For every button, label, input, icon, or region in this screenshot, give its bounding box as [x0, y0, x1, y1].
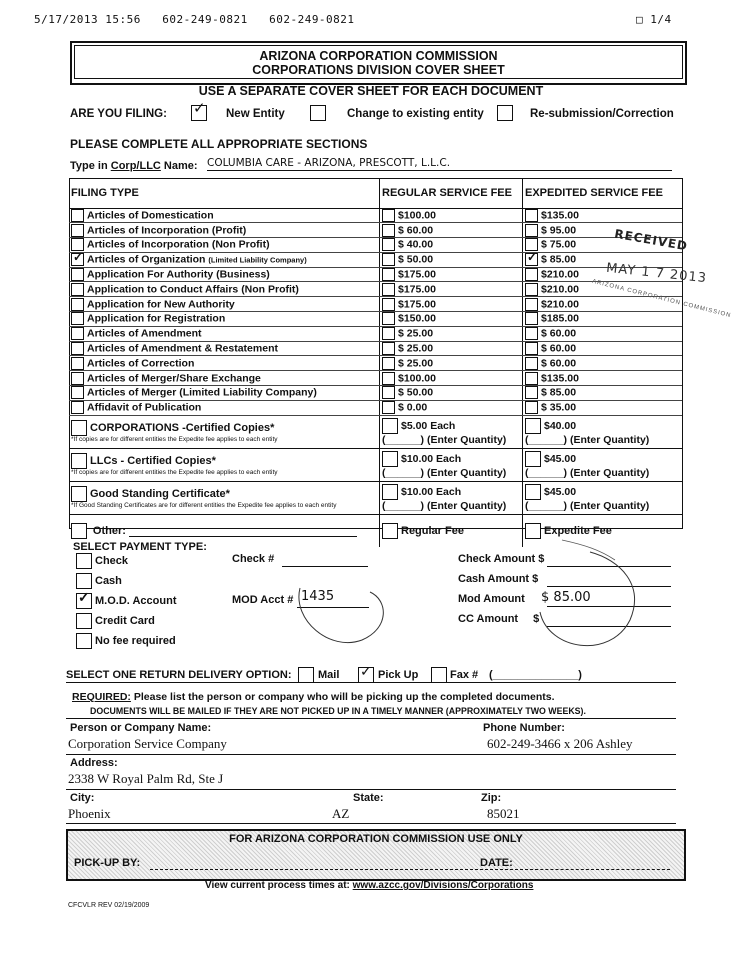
fee-expedited-amount: $ 60.00: [541, 342, 577, 355]
fee-type-label: Articles of Merger (Limited Liability Company): [87, 386, 317, 399]
cc-amount-text: CC Amount: [458, 613, 519, 625]
fax-phone-2: 602-249-0821: [269, 13, 355, 26]
required-body: Please list the person or company who will be picking up the completed documents.: [130, 691, 555, 703]
delivery-pickup-label: Pick Up: [378, 669, 419, 681]
contact-state-label: State:: [353, 792, 384, 804]
fee-expedited-amount: $ 95.00: [541, 223, 577, 236]
fee-type-label: Articles of Incorporation (Non Profit): [87, 238, 270, 251]
page-icon: □: [636, 13, 644, 26]
circle-mod-acct: [299, 588, 383, 643]
fee-expedited-amount: $210.00: [541, 283, 579, 296]
cc-amount-dollar: $: [533, 613, 540, 625]
fee-expedited-amount: $ 85.00: [541, 386, 577, 399]
contact-name-label: Person or Company Name:: [70, 722, 212, 734]
fee-type-checkbox[interactable]: ✓: [73, 250, 84, 265]
corp-name-suffix: Name:: [160, 160, 198, 172]
contact-address-value[interactable]: 2338 W Royal Palm Rd, Ste J: [68, 771, 224, 786]
copies-expedited-qty[interactable]: (______) (Enter Quantity): [525, 499, 650, 512]
required-note-line: [66, 718, 676, 719]
fee-regular-amount: $175.00: [398, 297, 436, 310]
contact-address-line: [66, 789, 676, 790]
payment-type-label: Check: [95, 554, 129, 567]
fee-type-label: Application for Registration: [87, 312, 226, 325]
delivery-mail-label: Mail: [318, 669, 340, 681]
fee-expedited-checkbox[interactable]: ✓: [527, 250, 538, 265]
delivery-pickup-checkbox[interactable]: ✓: [358, 666, 377, 684]
office-pickup-label: PICK-UP BY:: [74, 857, 141, 869]
payment-type-label: M.O.D. Account: [95, 594, 177, 607]
office-date-label: DATE:: [480, 857, 513, 869]
fee-type-label: Affidavit of Publication: [87, 401, 202, 414]
contact-address-label: Address:: [70, 757, 118, 769]
fee-expedited-amount: $ 35.00: [541, 401, 577, 414]
fee-type-label: Articles of Organization: [87, 253, 206, 266]
office-use-box: [66, 829, 686, 881]
circle-mod-amount: [540, 552, 634, 646]
contact-city-line: [66, 823, 676, 824]
delivery-fax-field[interactable]: (______________): [489, 669, 582, 681]
complete-sections-heading: PLEASE COMPLETE ALL APPROPRIATE SECTIONS: [70, 137, 368, 151]
fee-regular-amount: $175.00: [398, 268, 436, 281]
copies-regular-qty[interactable]: (______) (Enter Quantity): [382, 499, 507, 512]
form-id: CFCVLR REV 02/19/2009: [68, 902, 150, 909]
copies-note: *If copies are for different entities the Expedite fee applies to each entity: [71, 468, 278, 476]
fee-regular-amount: $ 60.00: [398, 223, 434, 236]
cash-amount-dollar: $: [532, 573, 539, 585]
fee-regular-amount: $ 25.00: [398, 327, 434, 340]
copies-expedited-fee: $45.00: [544, 452, 577, 465]
contact-zip-label: Zip:: [481, 792, 502, 804]
fee-regular-amount: $175.00: [398, 283, 436, 296]
header-expedited: EXPEDITED SERVICE FEE: [523, 178, 683, 208]
fee-expedited-amount: $ 85.00: [541, 253, 577, 266]
contact-state-value[interactable]: AZ: [332, 806, 350, 821]
fee-type-label: Articles of Domestication: [87, 209, 214, 222]
fee-expedited-amount: $ 60.00: [541, 357, 577, 370]
other-regular-label: Regular Fee: [401, 524, 464, 537]
filing-resubmission-label: Re-submission/Correction: [530, 108, 674, 120]
contact-city-label: City:: [70, 792, 95, 804]
contact-zip-value[interactable]: 85021: [487, 806, 520, 821]
mod-amount-number: 85.00: [553, 590, 591, 605]
fax-phone-1: 602-249-0821: [162, 13, 248, 26]
mod-acct-value[interactable]: 1435: [301, 589, 335, 604]
required-label: REQUIRED:: [72, 691, 131, 703]
filing-label: ARE YOU FILING:: [70, 108, 167, 120]
fee-type-label: Application for New Authority: [87, 297, 235, 310]
payment-type-checkbox[interactable]: ✓: [76, 593, 92, 609]
contact-name-line: [66, 754, 676, 755]
fee-regular-amount: $ 50.00: [398, 253, 434, 266]
office-date-line[interactable]: [520, 869, 670, 870]
corp-name-prefix: Type in: [70, 160, 111, 172]
payment-type-label: Credit Card: [95, 614, 155, 627]
copies-regular-fee: $10.00 Each: [401, 485, 462, 498]
fee-type-label: Application For Authority (Business): [87, 268, 270, 281]
delivery-underline: [66, 682, 676, 683]
footer-text: [205, 880, 533, 891]
check-no-label: Check #: [232, 553, 275, 565]
payment-title: SELECT PAYMENT TYPE:: [73, 541, 207, 553]
mod-amount-label: Mod Amount: [458, 593, 525, 605]
copies-title: CORPORATIONS -Certified Copies*: [90, 421, 275, 434]
filing-new-entity-label: New Entity: [226, 108, 285, 120]
fax-page-number: 1/4: [650, 13, 672, 26]
copies-note: *If Good Standing Certificates are for different entities the Expedite fee applies to each entity: [71, 501, 337, 509]
fee-expedited-amount: $ 75.00: [541, 238, 577, 251]
copies-expedited-fee: $45.00: [544, 485, 577, 498]
copies-expedited-fee: $40.00: [544, 419, 577, 432]
payment-type-label: Cash: [95, 574, 122, 587]
required-note: DOCUMENTS WILL BE MAILED IF THEY ARE NOT PICKED UP IN A TIMELY MANNER (APPROXIMATELY TWO WEEKS).: [90, 706, 586, 716]
office-use-title: FOR ARIZONA CORPORATION COMMISSION USE ONLY: [229, 833, 523, 845]
cash-amount-text: Cash Amount: [458, 573, 530, 585]
copies-expedited-qty[interactable]: (______) (Enter Quantity): [525, 466, 650, 479]
stamp-dept: ARIZONA CORPORATION COMMISSION: [591, 278, 732, 320]
copies-regular-fee: $10.00 Each: [401, 452, 462, 465]
contact-phone-value[interactable]: 602-249-3466 x 206 Ashley: [487, 736, 633, 751]
fee-expedited-amount: $ 60.00: [541, 327, 577, 340]
fee-expedited-amount: $135.00: [541, 209, 579, 222]
title-line-2: CORPORATIONS DIVISION COVER SHEET: [252, 63, 505, 77]
fee-regular-amount: $ 25.00: [398, 357, 434, 370]
fee-type-label: Application to Conduct Affairs (Non Profit): [87, 283, 299, 296]
title-line-1: ARIZONA CORPORATION COMMISSION: [259, 49, 498, 63]
footer-link[interactable]: www.azcc.gov/Divisions/Corporations: [352, 880, 534, 891]
fax-timestamp: 5/17/2013 15:56: [34, 13, 141, 26]
stamp-date: MAY 1 7 2013: [605, 260, 708, 287]
corp-name-field[interactable]: COLUMBIA CARE - ARIZONA, PRESCOTT, L.L.C.: [207, 157, 672, 171]
contact-phone-label: Phone Number:: [483, 722, 565, 734]
filing-new-entity-checkbox[interactable]: ✓: [191, 104, 210, 122]
fee-regular-amount: $100.00: [398, 209, 436, 222]
fee-regular-amount: $ 25.00: [398, 342, 434, 355]
fee-type-label: Articles of Correction: [87, 357, 195, 370]
fee-regular-amount: $ 0.00: [398, 401, 428, 414]
contact-city-value[interactable]: Phoenix: [68, 806, 111, 821]
other-label: Other:: [92, 524, 126, 537]
delivery-fax-label: Fax #: [450, 669, 479, 681]
other-expedited-label: Expedite Fee: [544, 524, 612, 537]
fee-regular-amount: $ 40.00: [398, 238, 434, 251]
fee-type-note: (Limited Liability Company): [208, 255, 307, 265]
copies-expedited-qty[interactable]: (______) (Enter Quantity): [525, 433, 650, 446]
footer-label: View current process times at:: [205, 880, 350, 891]
fee-expedited-amount: $210.00: [541, 297, 579, 310]
fee-type-label: Articles of Amendment & Restatement: [87, 342, 278, 355]
check-amount-text: Check Amount: [458, 553, 536, 565]
mod-amount-dollar: $: [541, 590, 550, 605]
fee-type-label: Articles of Incorporation (Profit): [87, 223, 247, 236]
required-text: [72, 691, 555, 703]
copies-title: Good Standing Certificate*: [90, 487, 230, 500]
mod-acct-label: MOD Acct #: [232, 594, 294, 606]
copies-regular-qty[interactable]: (______) (Enter Quantity): [382, 466, 507, 479]
copies-regular-qty[interactable]: (______) (Enter Quantity): [382, 433, 507, 446]
delivery-label: SELECT ONE RETURN DELIVERY OPTION:: [66, 669, 292, 681]
payment-type-label: No fee required: [95, 634, 176, 647]
check-amount-dollar: $: [538, 553, 545, 565]
received-stamp: RECEIVED: [613, 226, 690, 254]
header-regular: REGULAR SERVICE FEE: [380, 178, 523, 208]
office-pickup-line[interactable]: [150, 869, 538, 870]
fee-expedited-amount: $135.00: [541, 371, 579, 384]
fee-type-label: Articles of Merger/Share Exchange: [87, 371, 261, 384]
fee-regular-amount: $150.00: [398, 312, 436, 325]
fee-expedited-amount: $210.00: [541, 268, 579, 281]
copies-regular-fee: $5.00 Each: [401, 419, 456, 432]
copies-note: *If copies are for different entities the Expedite fee applies to each entity: [71, 435, 278, 443]
fee-regular-amount: $100.00: [398, 371, 436, 384]
circle-mod-amount-top: [562, 540, 615, 560]
fee-regular-amount: $ 50.00: [398, 386, 434, 399]
fee-type-label: Articles of Amendment: [87, 327, 202, 340]
copies-title: LLCs - Certified Copies*: [90, 454, 216, 467]
corp-name-underlined: Corp/LLC: [110, 160, 161, 172]
subtitle: USE A SEPARATE COVER SHEET FOR EACH DOCUMENT: [198, 84, 544, 98]
contact-name-value[interactable]: Corporation Service Company: [68, 736, 227, 751]
header-filing-type: FILING TYPE: [69, 178, 380, 208]
fee-expedited-amount: $185.00: [541, 312, 579, 325]
filing-change-label: Change to existing entity: [347, 108, 484, 120]
